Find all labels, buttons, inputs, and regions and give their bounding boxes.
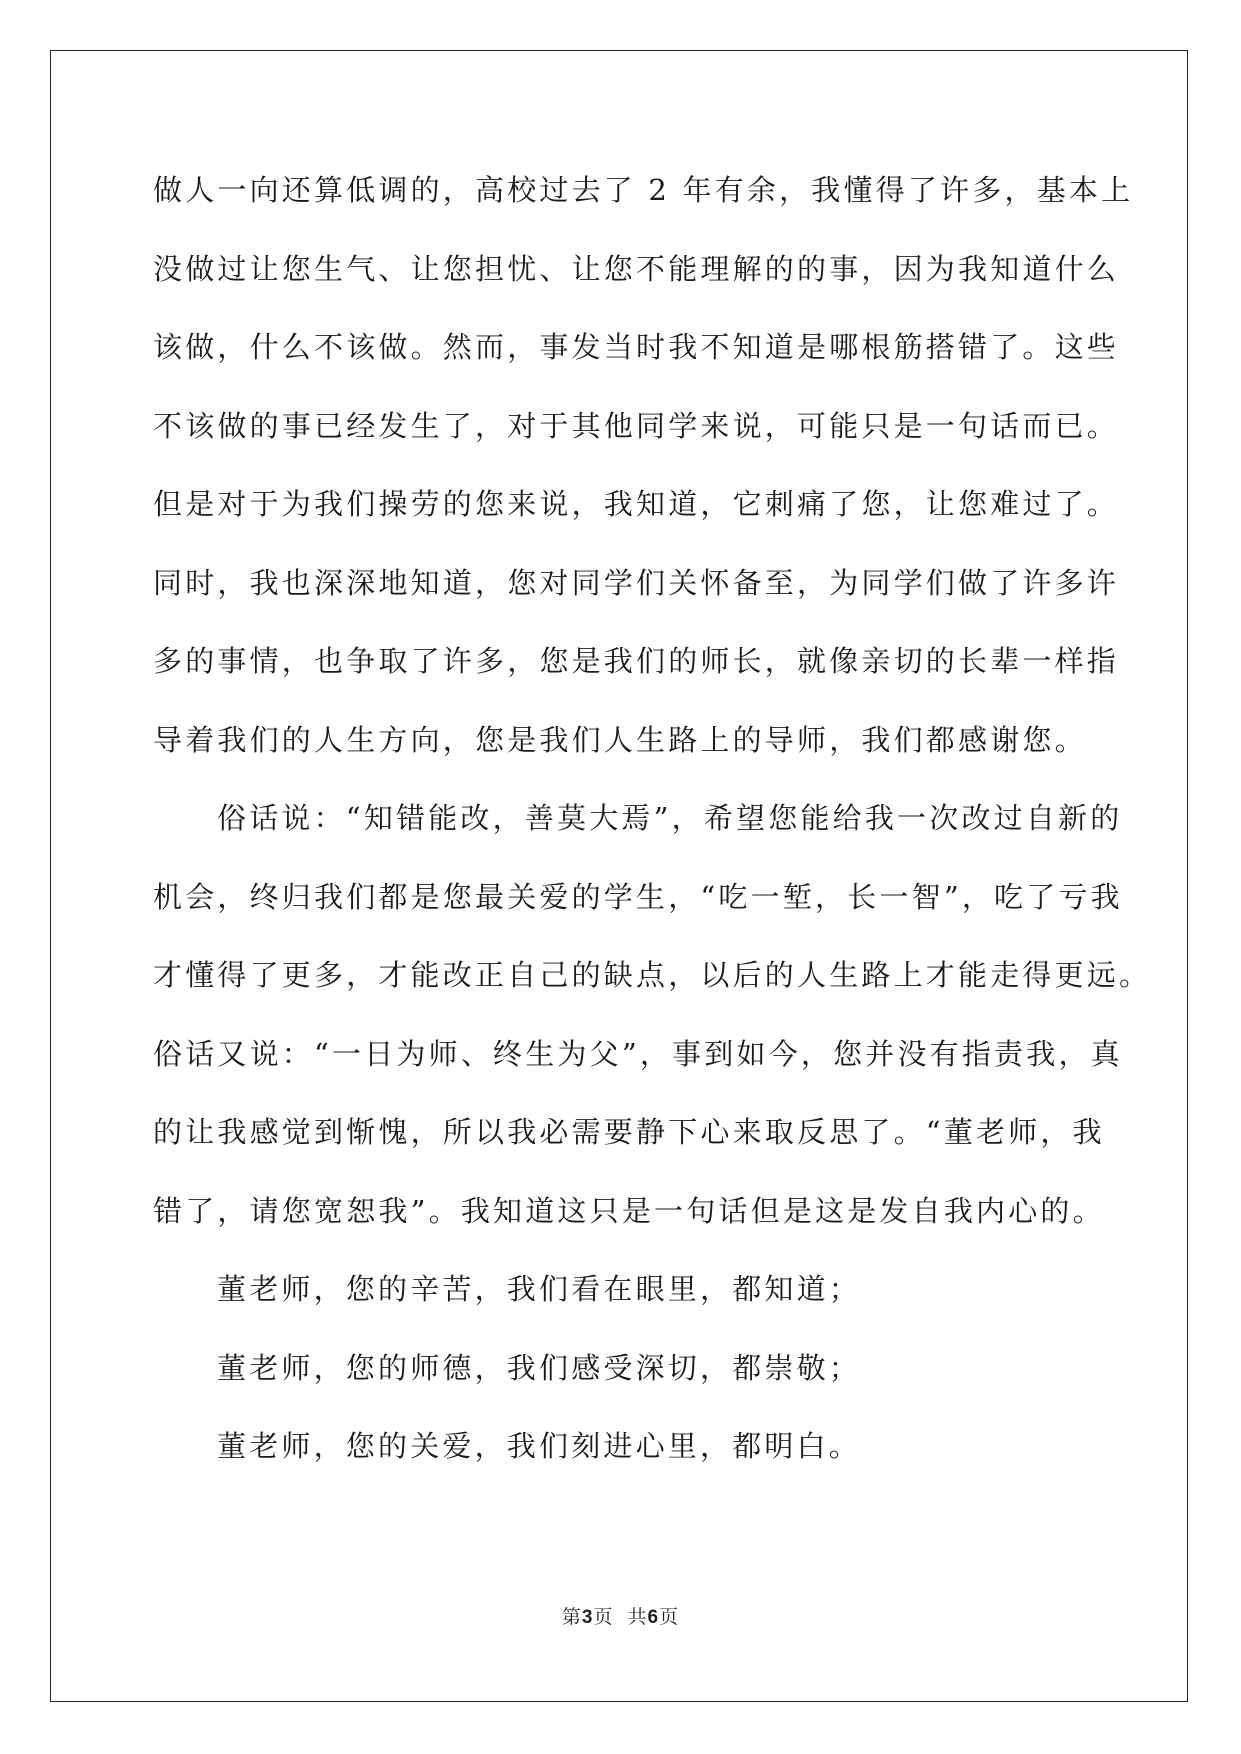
total-pages: 6 <box>647 1607 660 1628</box>
text-line: 才懂得了更多，才能改正自己的缺点，以后的人生路上才能走得更远。 <box>153 958 1152 992</box>
text-line: 多的事情，也争取了许多，您是我们的师长，就像亲切的长辈一样指 <box>153 644 1120 678</box>
page-suffix: 页 <box>593 1606 614 1628</box>
page-prefix: 第 <box>561 1606 582 1628</box>
total-prefix: 共 <box>627 1606 648 1628</box>
text-line: 不该做的事已经发生了，对于其他同学来说，可能只是一句话而已。 <box>153 408 1120 443</box>
document-body <box>153 162 1152 1497</box>
text-line: 机会，终归我们都是您最关爱的学生，“吃一堑，长一智”，吃了亏我 <box>153 879 1123 914</box>
text-line: 的让我感觉到惭愧，所以我必需要静下心来取反思了。“董老师，我 <box>153 1115 1105 1149</box>
text-line: 但是对于为我们操劳的您来说，我知道，它刺痛了您，让您难过了。 <box>153 487 1120 521</box>
text-line: 俗话又说：“一日为师、终生为父”，事到如今，您并没有指责我，真 <box>153 1036 1123 1071</box>
text-line: 同时，我也深深地知道，您对同学们关怀备至，为同学们做了许多许 <box>153 565 1120 600</box>
paragraph-start-line: 俗话说：“知错能改，善莫大焉”，希望您能给我一次改过自新的 <box>217 801 1123 835</box>
text-line: 导着我们的人生方向，您是我们人生路上的导师，我们都感谢您。 <box>153 722 1087 757</box>
text-line: 没做过让您生气、让您担忧、让您不能理解的的事，因为我知道什么 <box>153 251 1120 286</box>
text-line: 该做，什么不该做。然而，事发当时我不知道是哪根筋搭错了。这些 <box>153 330 1120 364</box>
page-number: 3 <box>581 1607 594 1628</box>
total-suffix: 页 <box>659 1606 680 1628</box>
verse-line: 董老师，您的师德，我们感受深切，都崇敬； <box>217 1350 862 1385</box>
page-footer <box>0 1602 1241 1629</box>
verse-line: 董老师，您的关爱，我们刻进心里，都明白。 <box>217 1429 862 1463</box>
verse-line: 董老师，您的辛苦，我们看在眼里，都知道； <box>217 1272 862 1306</box>
text-line: 错了，请您宽恕我”。我知道这只是一句话但是这是发自我内心的。 <box>153 1193 1105 1228</box>
text-line: 做人一向还算低调的，高校过去了 2 年有余，我懂得了许多，基本上 <box>153 173 1134 207</box>
